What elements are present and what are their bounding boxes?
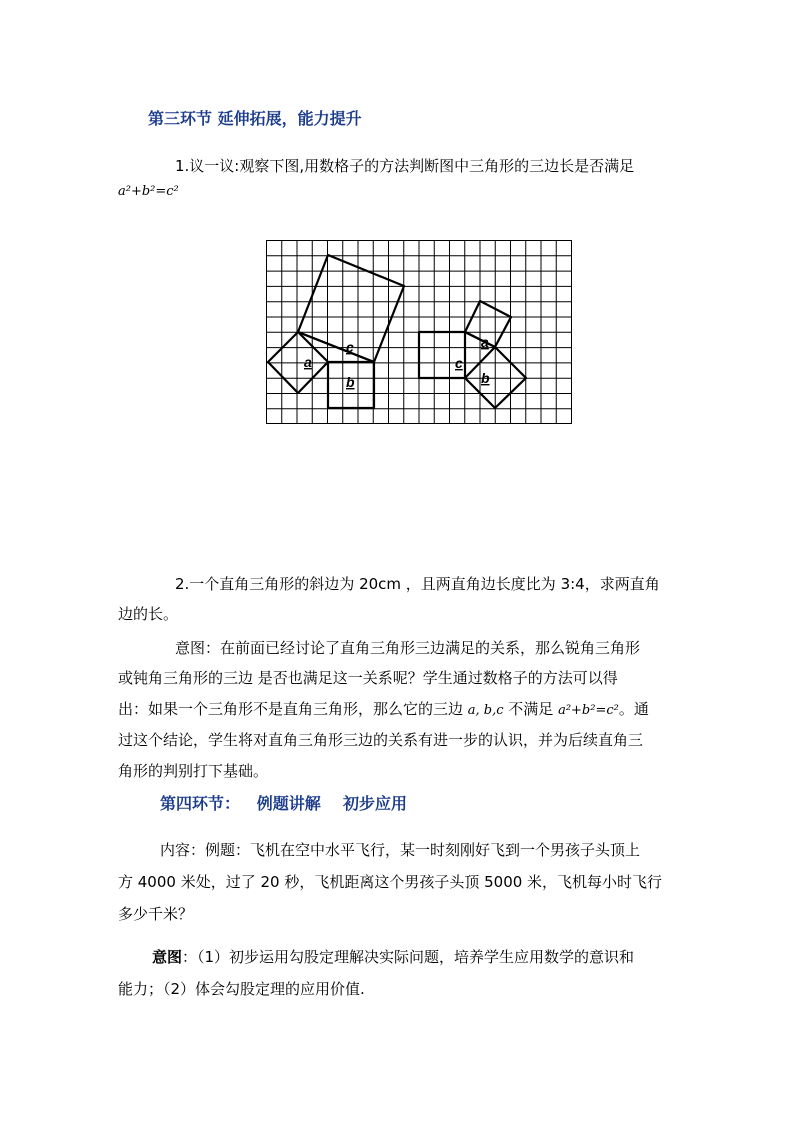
question-2-line-1: 2.一个直角三角形的斜边为 20cm ，且两直角边长度比为 3:4，求两直角 — [175, 575, 660, 593]
intent-1-line-3 — [118, 693, 649, 727]
intent-2-line-1-text: ：（1）初步运用勾股定理解决实际问题，培养学生应用数学的意识和 — [182, 948, 635, 966]
section4-title: 第四环节： 例题讲解 初步应用 — [160, 794, 407, 813]
example-line-1: 内容：例题：飞机在空中水平飞行，某一时刻刚好飞到一个男孩子头顶上 — [160, 841, 641, 859]
intent-1-line-4: 过这个结论，学生将对直角三角形三边的关系有进一步的认识，并为后续直角三 — [118, 731, 644, 749]
intent-2-line-2: 能力；（2）体会勾股定理的应用价值. — [118, 980, 365, 998]
right-label-c: c — [455, 355, 463, 371]
intent-1-line-3-text-b: 不满足 — [503, 700, 559, 718]
section3-title: 第三环节 延伸拓展，能力提升 — [148, 109, 362, 128]
intent-1-line-1: 意图：在前面已经讨论了直角三角形三边满足的关系，那么锐角三角形 — [175, 639, 641, 657]
intent-1-line-2: 或钝角三角形的三边 是否也满足这一关系呢？学生通过数格子的方法可以得 — [118, 669, 618, 687]
intent-1-line-3-text-c: 。通 — [618, 700, 649, 718]
left-diagram — [268, 255, 404, 408]
intent-1-formula: a²+b²=c² — [558, 703, 619, 718]
question-1-text: 1.议一议:观察下图,用数格子的方法判断图中三角形的三边长是否满足 — [175, 157, 635, 175]
grid-figure — [266, 238, 572, 426]
intent-1-line-3-text-a: 出：如果一个三角形不是直角三角形，那么它的三边 — [118, 700, 468, 718]
intent-1-line-5: 角形的判别打下基础。 — [118, 762, 269, 780]
left-label-b: b — [346, 374, 355, 390]
right-label-b: b — [481, 370, 490, 386]
intent-2-label: 意图 — [152, 948, 183, 966]
intent-1-vars: a, b,c — [467, 703, 504, 718]
question-1-formula: a²+b²=c² — [118, 184, 179, 199]
left-label-a: a — [304, 354, 312, 370]
left-label-c: c — [346, 339, 354, 355]
example-line-2: 方 4000 米处，过了 20 秒，飞机距离这个男孩子头顶 5000 米，飞机每小时飞行 — [118, 873, 663, 891]
example-line-3: 多少千米？ — [118, 905, 194, 923]
intent-2-line-1 — [152, 941, 634, 973]
question-2-line-2: 边的长。 — [118, 605, 179, 623]
right-label-a: a — [481, 334, 489, 350]
